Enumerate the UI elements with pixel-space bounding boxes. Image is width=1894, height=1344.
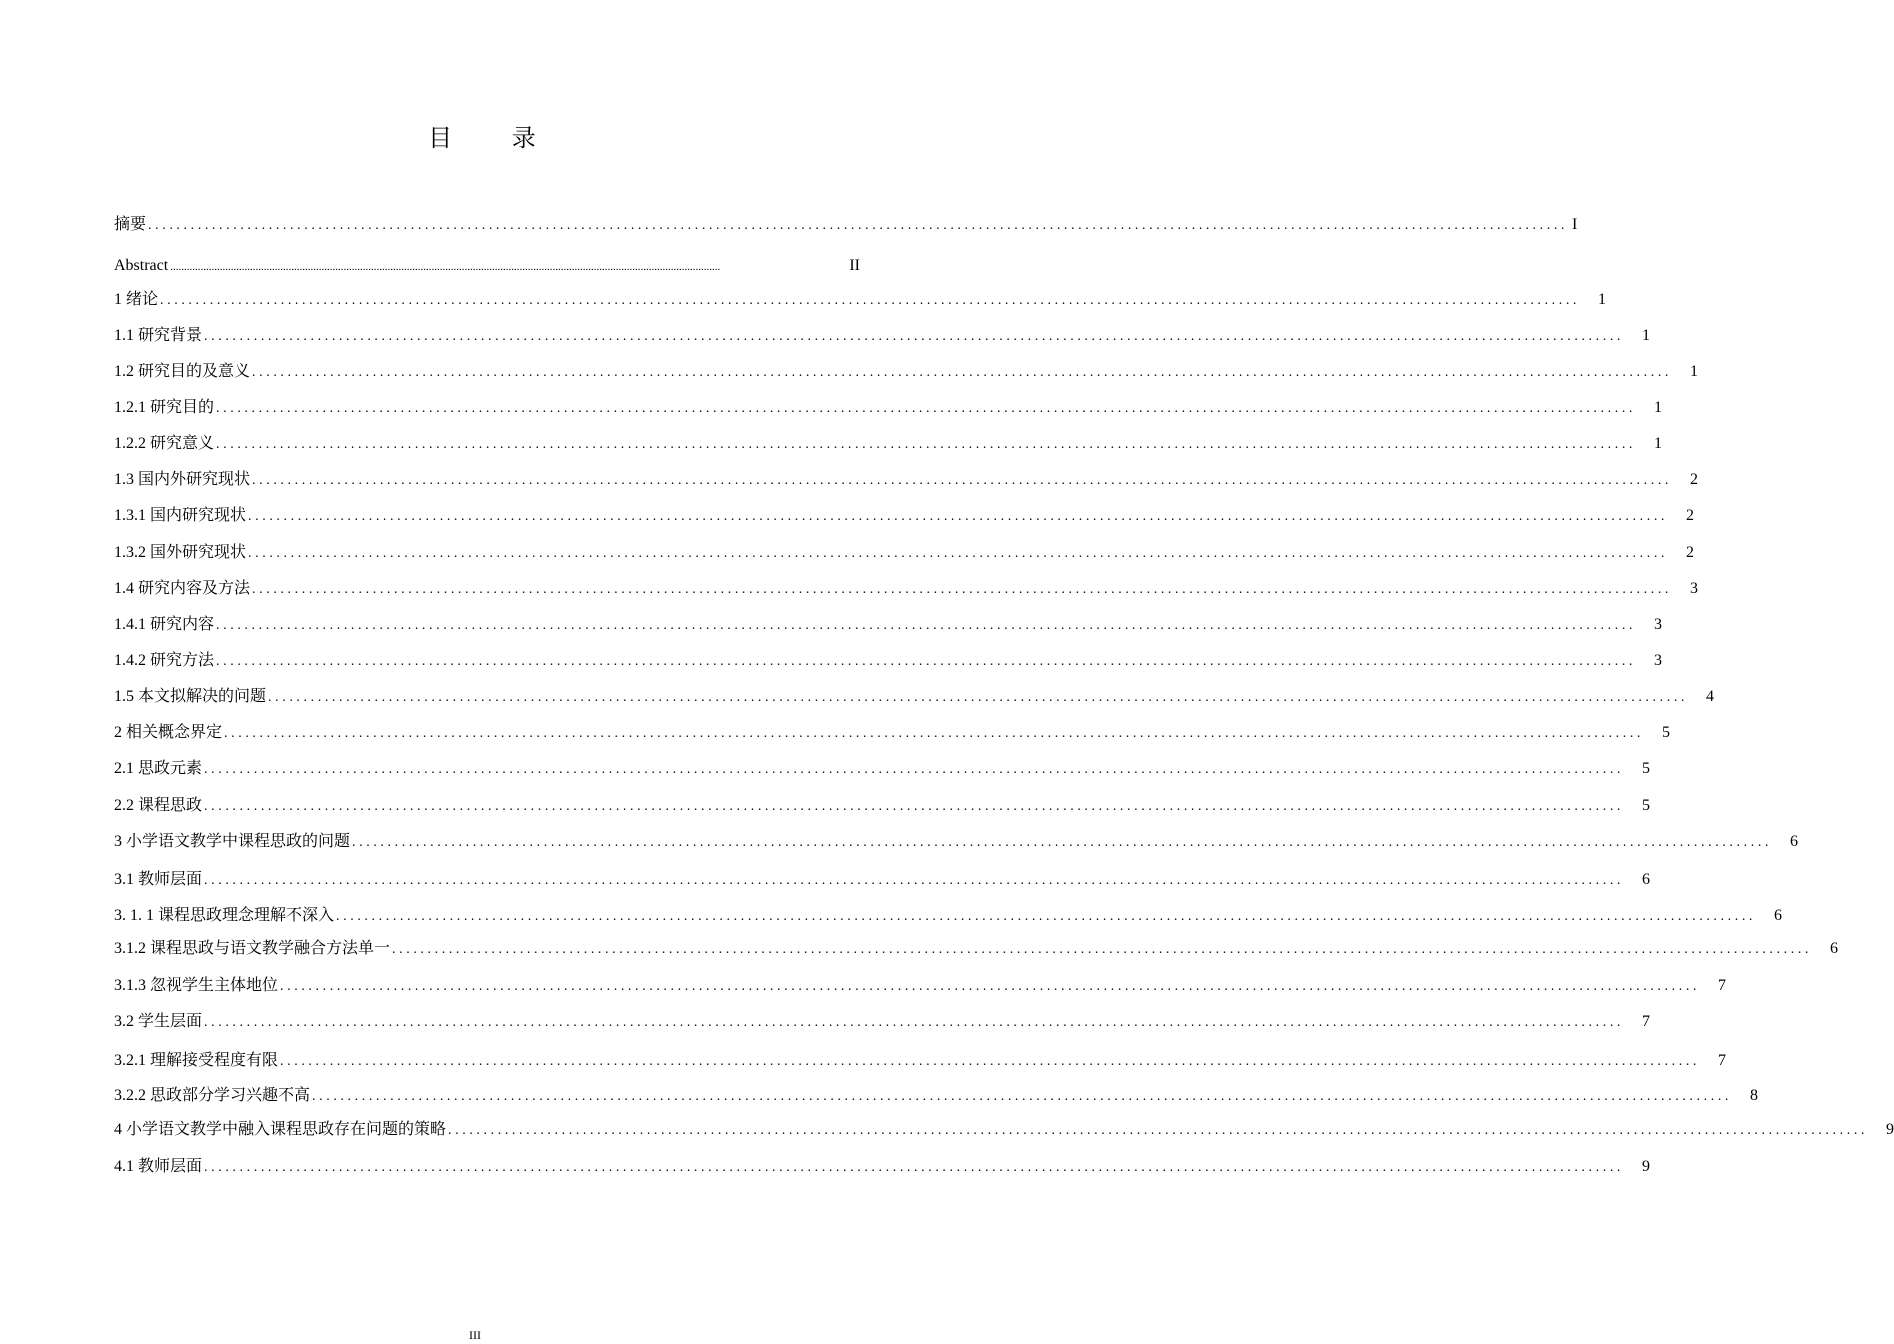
toc-entry[interactable]	[114, 613, 1663, 637]
toc-dot-leader: ........................................................................................................................................................................................................	[204, 1160, 1625, 1175]
toc-dot-leader: ........................................................................................................................................................................................................	[216, 401, 1637, 416]
toc-entry[interactable]	[114, 794, 1651, 818]
toc-entry[interactable]	[114, 504, 1695, 528]
toc-entry[interactable]	[114, 541, 1695, 565]
toc-entry[interactable]	[114, 937, 1839, 961]
toc-dot-leader: ........................................................................................................................................................................................................	[204, 329, 1625, 344]
toc-entry-page: 2	[1690, 471, 1699, 488]
toc-dot-leader: ........................................................................................................................................................................................................	[448, 1123, 1869, 1138]
toc-entry-label: 1.2 研究目的及意义	[114, 363, 251, 380]
toc-dot-leader: ........................................................................................................................................................................................................	[280, 1054, 1701, 1069]
toc-entry[interactable]	[114, 254, 860, 278]
toc-entry[interactable]	[114, 685, 1715, 709]
toc-entry-label: 摘要	[114, 216, 147, 233]
toc-dot-leader: ........................................................................................................................................................................................................	[204, 1015, 1625, 1030]
toc-entry[interactable]	[114, 324, 1651, 348]
toc-entry[interactable]	[114, 904, 1783, 928]
toc-entry-page: 9	[1642, 1158, 1651, 1175]
toc-entry-page: 7	[1718, 1052, 1727, 1069]
toc-entry[interactable]	[114, 830, 1799, 854]
toc-entry-page: 9	[1886, 1121, 1894, 1138]
page-title: 目 录	[428, 124, 562, 152]
toc-entry-label: 1.4.2 研究方法	[114, 652, 215, 669]
toc-entry-label: 1.4 研究内容及方法	[114, 580, 251, 597]
toc-dot-leader: ........................................................................................................................................................................................................	[170, 261, 721, 273]
toc-entry-label: 2 相关概念界定	[114, 724, 223, 741]
toc-entry-label: 1.3 国内外研究现状	[114, 471, 251, 488]
toc-dot-leader: ........................................................................................................................................................................................................	[216, 654, 1637, 669]
toc-entry-label: 3.2.1 理解接受程度有限	[114, 1052, 279, 1069]
toc-entry-page: 1	[1654, 399, 1663, 416]
toc-entry-label: 4 小学语文教学中融入课程思政存在问题的策略	[114, 1121, 447, 1138]
toc-entry-label: 3.2 学生层面	[114, 1013, 203, 1030]
toc-entry[interactable]	[114, 1010, 1651, 1034]
toc-dot-leader: ........................................................................................................................................................................................................	[248, 509, 1669, 524]
toc-entry[interactable]	[114, 974, 1727, 998]
toc-entry-page: 1	[1598, 291, 1607, 308]
toc-entry-label: 1.3.2 国外研究现状	[114, 544, 247, 561]
toc-dot-leader: ........................................................................................................................................................................................................	[224, 726, 1645, 741]
toc-entry[interactable]	[114, 649, 1663, 673]
toc-entry-page: 5	[1642, 760, 1651, 777]
toc-entry[interactable]	[114, 288, 1607, 312]
toc-dot-leader: ........................................................................................................................................................................................................	[160, 293, 1581, 308]
toc-dot-leader: ........................................................................................................................................................................................................	[216, 618, 1637, 633]
toc-entry-page: II	[849, 257, 860, 274]
toc-entry[interactable]	[114, 396, 1663, 420]
toc-entry[interactable]	[114, 432, 1663, 456]
toc-entry[interactable]	[114, 757, 1651, 781]
toc-entry-label: 1.1 研究背景	[114, 327, 203, 344]
toc-entry[interactable]	[114, 360, 1699, 384]
toc-entry-label: 3. 1. 1 课程思政理念理解不深入	[114, 907, 335, 924]
toc-entry-page: 1	[1642, 327, 1651, 344]
toc-dot-leader: ........................................................................................................................................................................................................	[252, 365, 1673, 380]
toc-entry-page: 1	[1690, 363, 1699, 380]
toc-entry-page: 1	[1654, 435, 1663, 452]
toc-entry-page: 6	[1642, 871, 1651, 888]
toc-entry-page: 3	[1690, 580, 1699, 597]
toc-dot-leader: ........................................................................................................................................................................................................	[352, 835, 1773, 850]
toc-entry[interactable]	[114, 213, 1578, 237]
toc-entry-page: 5	[1642, 797, 1651, 814]
toc-dot-leader: ........................................................................................................................................................................................................	[280, 979, 1701, 994]
toc-entry-label: 3.1 教师层面	[114, 871, 203, 888]
toc-dot-leader: ........................................................................................................................................................................................................	[252, 473, 1673, 488]
toc-entry[interactable]	[114, 1118, 1894, 1142]
toc-entry[interactable]	[114, 468, 1699, 492]
toc-entry-label: 1.5 本文拟解决的问题	[114, 688, 267, 705]
toc-entry[interactable]	[114, 1155, 1651, 1179]
toc-entry[interactable]	[114, 868, 1651, 892]
toc-entry-page: 2	[1686, 507, 1695, 524]
toc-entry-label: 2.1 思政元素	[114, 760, 203, 777]
toc-entry-label: Abstract	[114, 257, 169, 274]
toc-entry-label: 4.1 教师层面	[114, 1158, 203, 1175]
toc-entry-label: 3.1.3 忽视学生主体地位	[114, 977, 279, 994]
toc-dot-leader: ........................................................................................................................................................................................................	[216, 437, 1637, 452]
toc-entry-page: I	[1572, 216, 1578, 233]
page-number: III	[469, 1328, 481, 1342]
toc-dot-leader: ........................................................................................................................................................................................................	[252, 582, 1673, 597]
toc-dot-leader: ........................................................................................................................................................................................................	[204, 799, 1625, 814]
toc-dot-leader: ........................................................................................................................................................................................................	[268, 690, 1689, 705]
toc-entry-label: 1 绪论	[114, 291, 159, 308]
toc-dot-leader: ........................................................................................................................................................................................................	[148, 218, 1569, 233]
toc-entry[interactable]	[114, 1049, 1727, 1073]
toc-dot-leader: ........................................................................................................................................................................................................	[336, 909, 1757, 924]
toc-dot-leader: ........................................................................................................................................................................................................	[204, 762, 1625, 777]
toc-entry-page: 3	[1654, 616, 1663, 633]
toc-entry-page: 4	[1706, 688, 1715, 705]
toc-entry-label: 1.3.1 国内研究现状	[114, 507, 247, 524]
toc-entry[interactable]	[114, 577, 1699, 601]
toc-dot-leader: ........................................................................................................................................................................................................	[204, 873, 1625, 888]
toc-entry-page: 6	[1774, 907, 1783, 924]
toc-entry-label: 1.2.1 研究目的	[114, 399, 215, 416]
toc-entry-page: 5	[1662, 724, 1671, 741]
toc-entry-label: 1.2.2 研究意义	[114, 435, 215, 452]
toc-dot-leader: ........................................................................................................................................................................................................	[312, 1089, 1733, 1104]
toc-entry-page: 7	[1718, 977, 1727, 994]
toc-entry-label: 2.2 课程思政	[114, 797, 203, 814]
toc-entry[interactable]	[114, 721, 1671, 745]
toc-entry-label: 3.2.2 思政部分学习兴趣不高	[114, 1087, 311, 1104]
toc-entry-page: 3	[1654, 652, 1663, 669]
toc-dot-leader: ........................................................................................................................................................................................................	[392, 942, 1813, 957]
toc-entry-label: 1.4.1 研究内容	[114, 616, 215, 633]
toc-entry-page: 7	[1642, 1013, 1651, 1030]
toc-entry-label: 3 小学语文教学中课程思政的问题	[114, 833, 351, 850]
toc-entry-page: 2	[1686, 544, 1695, 561]
toc-entry-page: 8	[1750, 1087, 1759, 1104]
toc-entry[interactable]	[114, 1084, 1759, 1108]
toc-entry-label: 3.1.2 课程思政与语文教学融合方法单一	[114, 940, 391, 957]
toc-entry-page: 6	[1790, 833, 1799, 850]
toc-entry-page: 6	[1830, 940, 1839, 957]
toc-dot-leader: ........................................................................................................................................................................................................	[248, 546, 1669, 561]
table-of-contents	[114, 0, 1894, 1344]
